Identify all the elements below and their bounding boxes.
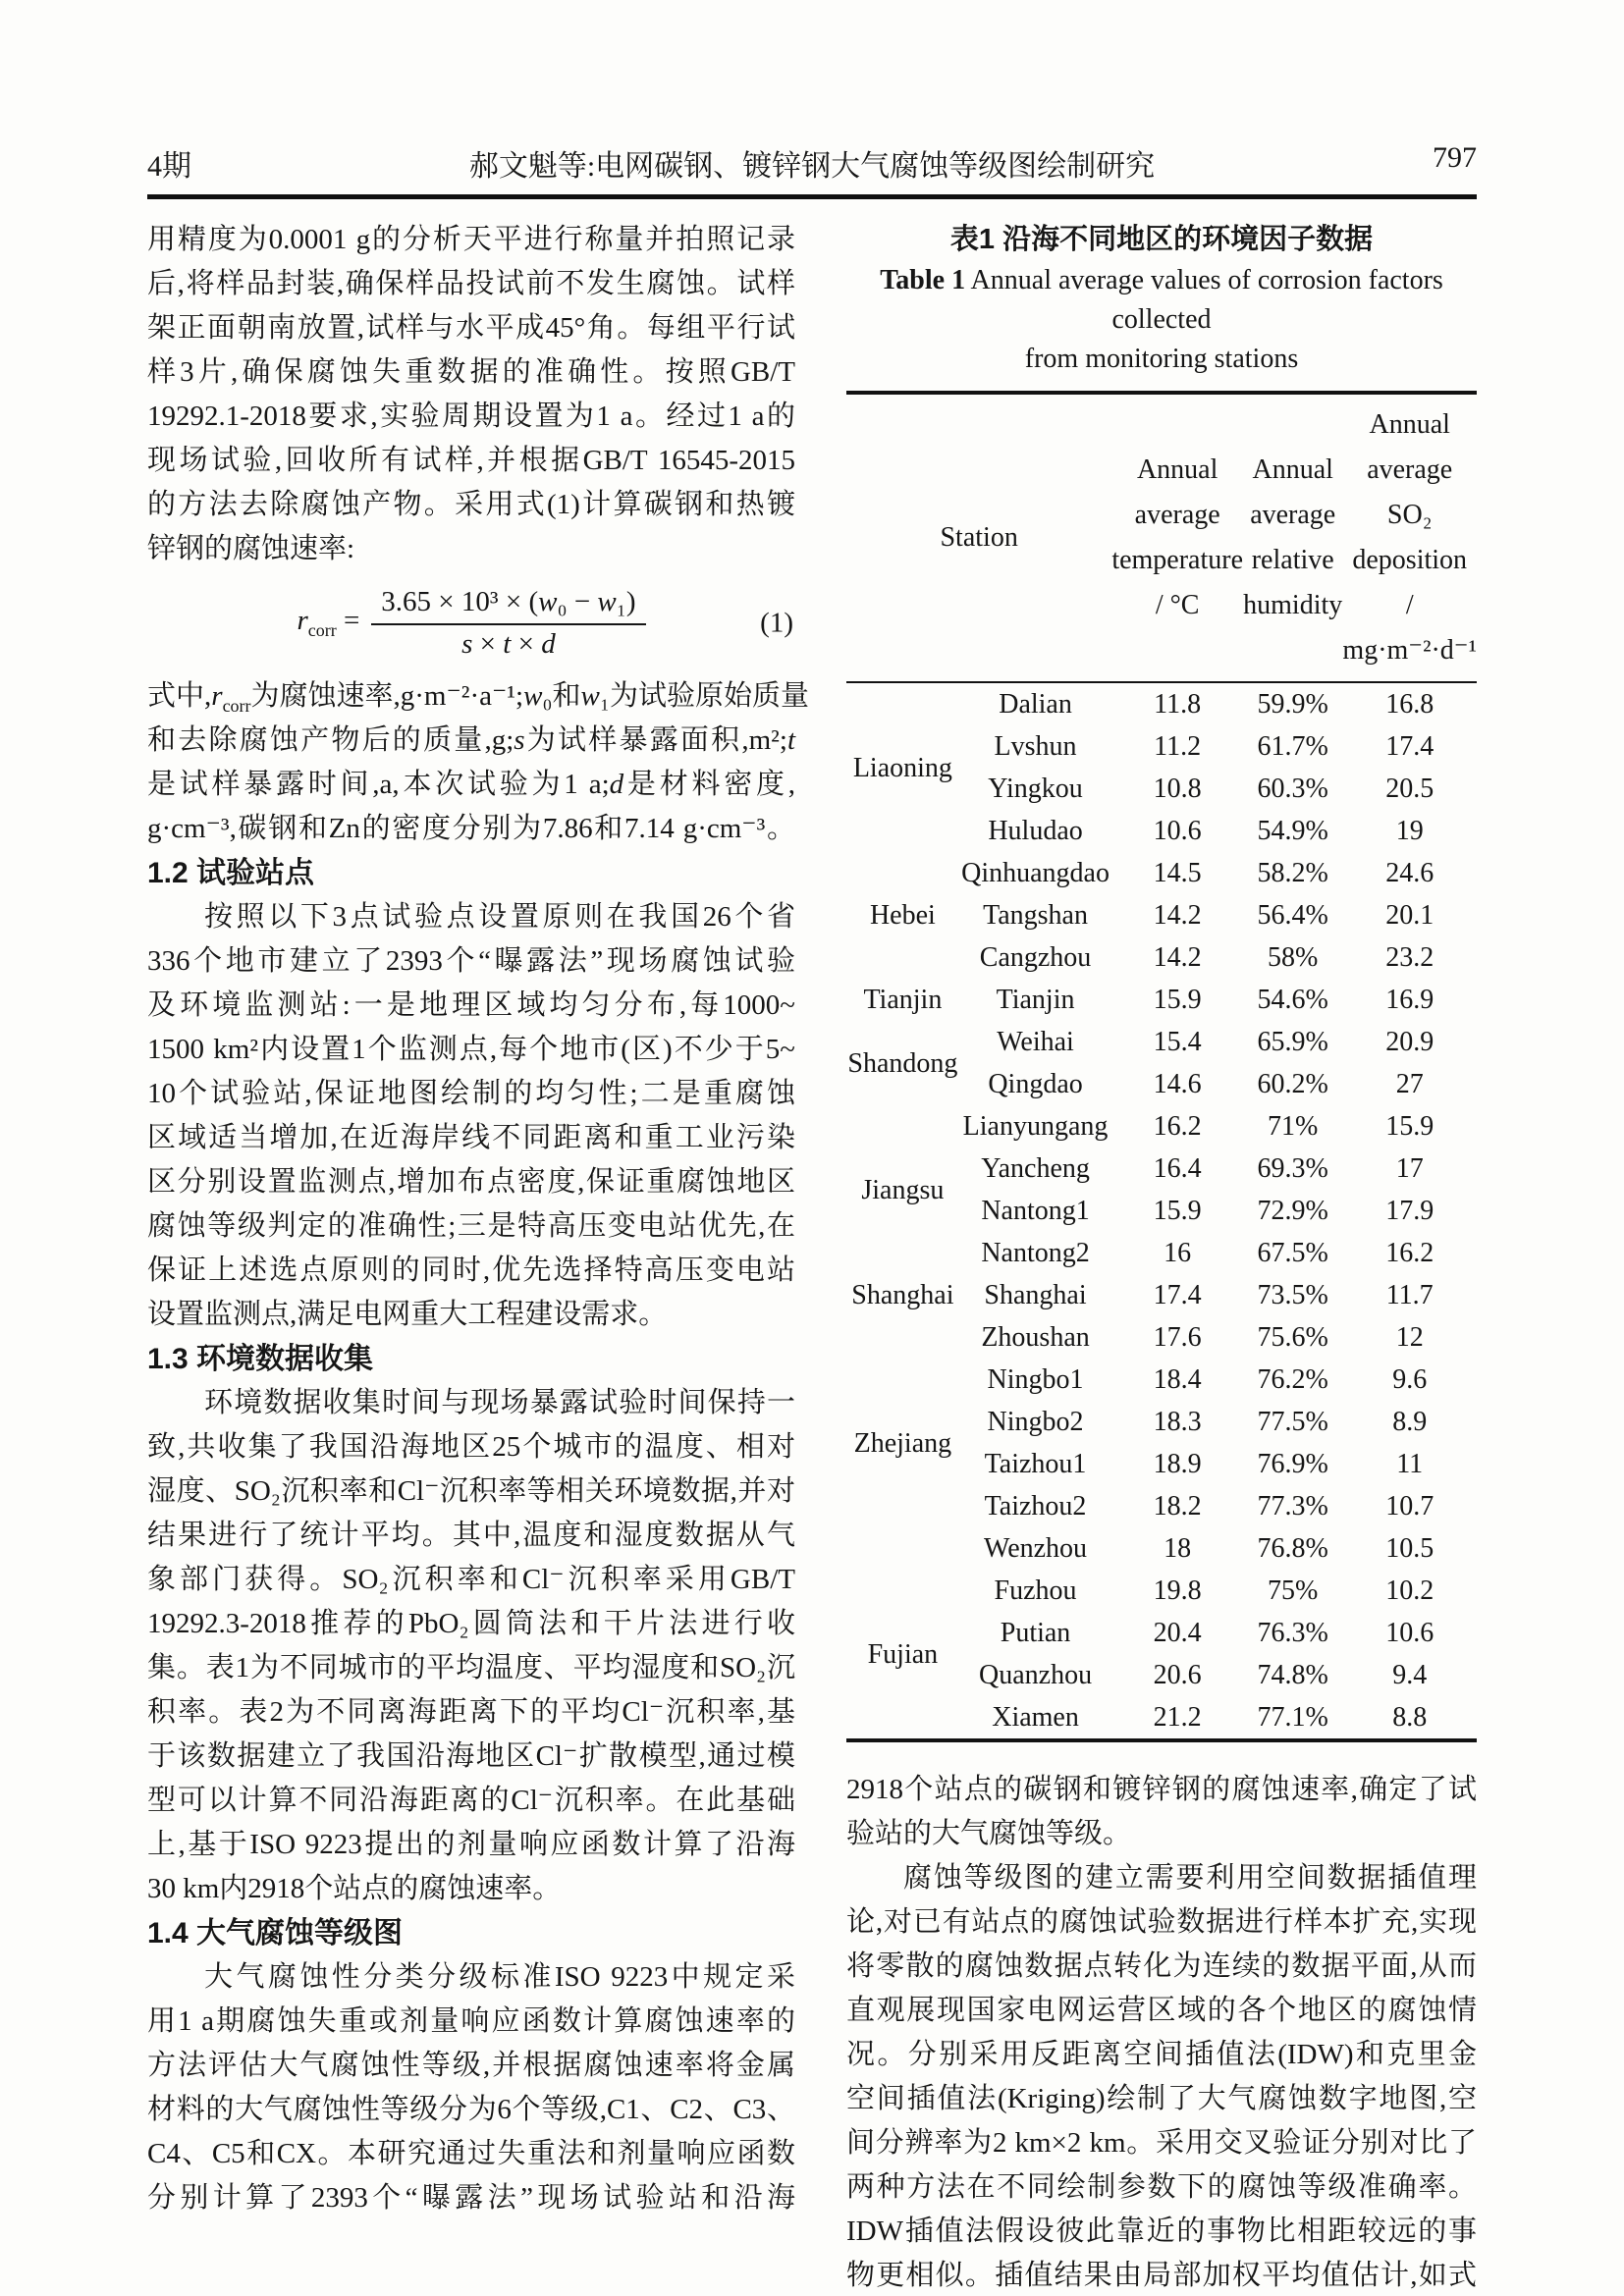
table-header-row [846,393,1477,682]
temperature-header: Annual average temperature / °C [1111,454,1244,620]
so2-cell: 16.9 [1385,985,1435,1015]
table-caption-en-label: Table 1 [880,265,966,295]
text-line: 分别计算了2393个“曝露法”现场试验站和沿海 [147,2182,795,2214]
paragraph [147,1955,795,2220]
text-line: 按照以下3点试验点设置原则在我国26个省 [204,901,795,933]
text-line: 大气腐蚀性分类分级标准ISO 9223中规定采 [204,1961,795,1993]
running-head [147,141,1477,185]
temperature-cell: 15.9 [1153,985,1202,1015]
temperature-cell: 10.8 [1153,774,1202,804]
temperature-cell: 11.2 [1154,731,1202,762]
station-cell: Tianjin [996,985,1075,1015]
text-line: 保证上述选点原则的同时,优先选择特高压变电站 [147,1255,795,1286]
table-caption-en-line2: from monitoring stations [1024,344,1299,374]
so2-cell: 9.6 [1392,1364,1428,1395]
humidity-cell: 76.2% [1257,1364,1328,1395]
issue-label: 4期 [147,150,191,183]
so2-cell: 8.9 [1392,1407,1428,1437]
table-row [846,852,1477,894]
temperature-cell: 20.4 [1153,1618,1202,1648]
temperature-cell: 17.4 [1153,1280,1202,1310]
temperature-cell: 18.4 [1153,1364,1202,1395]
temperature-cell: 14.2 [1153,900,1202,931]
station-cell: Yancheng [981,1153,1090,1184]
header-rule [147,194,1477,199]
text-line: 的方法去除腐蚀产物。采用式(1)计算碳钢和热镀 [147,489,795,520]
right-column [846,218,1477,2296]
temperature-cell: 15.4 [1153,1027,1202,1057]
table-row [846,979,1477,1021]
text-line: 1500 km²内设置1个监测点,每个地市(区)不少于5~ [147,1034,795,1065]
humidity-cell: 76.3% [1257,1618,1328,1648]
text-line: 两种方法在不同绘制参数下的腐蚀等级准确率。 [846,2171,1477,2203]
table-row [846,1316,1477,1359]
humidity-cell: 73.5% [1257,1280,1328,1310]
so2-cell: 17 [1395,1153,1424,1184]
text-line: 是试样暴露时间,a,本次试验为1 a;d是材料密度, [147,769,795,800]
station-cell: Lianyungang [962,1111,1109,1142]
province-cell: Liaoning [852,752,952,783]
province-cell: Fujian [867,1638,939,1670]
section-heading: 1.4 大气腐蚀等级图 [147,1917,404,1949]
station-cell: Fuzhou [994,1575,1077,1606]
humidity-cell: 76.8% [1257,1533,1328,1564]
humidity-cell: 77.3% [1257,1491,1328,1522]
text-line: 架正面朝南放置,试样与水平成45°角。每组平行试 [147,312,795,344]
text-line: 19292.1-2018要求,实验周期设置为1 a。经过1 a的 [147,400,795,432]
so2-cell: 23.2 [1385,942,1435,973]
text-line: 2918个站点的碳钢和镀锌钢的腐蚀速率,确定了试 [846,1774,1477,1805]
text-line: 区分别设置监测点,增加布点密度,保证重腐蚀地区 [147,1166,795,1198]
table-row [846,1021,1477,1063]
paragraph [846,1768,1477,1856]
text-line: 和去除腐蚀产物后的质量,g;s为试样暴露面积,m²;t [147,724,795,756]
province-cell: Tianjin [863,985,943,1015]
station-cell: Tangshan [983,900,1088,931]
so2-cell: 12 [1395,1322,1424,1353]
text-line: 于该数据建立了我国沿海地区Cl⁻扩散模型,通过模 [147,1740,795,1772]
humidity-cell: 75% [1268,1575,1319,1606]
text-line: 用1 a期腐蚀失重或剂量响应函数计算腐蚀速率的 [147,2005,795,2037]
so2-cell: 20.1 [1385,900,1435,931]
text-line: g·cm⁻³,碳钢和Zn的密度分别为7.86和7.14 g·cm⁻³。 [147,813,795,844]
text-line: 致,共收集了我国沿海地区25个城市的温度、相对 [147,1431,795,1463]
humidity-cell: 72.9% [1257,1196,1328,1226]
so2-cell: 20.9 [1385,1027,1435,1057]
humidity-header: Annual average relative humidity [1243,454,1343,620]
temperature-cell: 14.2 [1153,942,1202,973]
humidity-cell: 69.3% [1257,1153,1328,1184]
equation-number: (1) [760,607,793,638]
text-line: 型可以计算不同沿海距离的Cl⁻沉积率。在此基础 [147,1785,795,1816]
so2-cell: 27 [1395,1069,1424,1099]
so2-cell: 10.7 [1385,1491,1435,1522]
station-cell: Putian [1000,1618,1071,1648]
station-cell: Taizhou1 [984,1449,1087,1479]
text-line: 设置监测点,满足电网重大工程建设需求。 [147,1299,668,1330]
province-cell: Jiangsu [861,1174,945,1205]
text-line: 环境数据收集时间与现场暴露试验时间保持一 [204,1387,795,1418]
station-cell: Qingdao [988,1069,1083,1099]
station-cell: Huludao [988,816,1083,846]
humidity-cell: 65.9% [1257,1027,1328,1057]
so2-cell: 17.9 [1385,1196,1435,1226]
text-line: C4、C5和CX。本研究通过失重法和剂量响应函数 [147,2138,795,2169]
station-cell: Ningbo2 [987,1407,1084,1437]
so2-cell: 10.2 [1385,1575,1435,1606]
temperature-cell: 17.6 [1153,1322,1202,1353]
text-line: 将零散的腐蚀数据点转化为连续的数据平面,从而 [846,1950,1477,1982]
station-cell: Lvshun [994,731,1077,762]
text-line: 结果进行了统计平均。其中,温度和湿度数据从气 [147,1520,795,1551]
text-line: 样3片,确保腐蚀失重数据的准确性。按照GB/T [147,356,795,388]
so2-cell: 20.5 [1385,774,1435,804]
humidity-cell: 54.9% [1257,816,1328,846]
table-row [846,1105,1477,1148]
table-row [846,1274,1477,1316]
so2-cell: 11 [1396,1449,1424,1479]
humidity-cell: 58.2% [1257,858,1328,888]
so2-cell: 16.2 [1385,1238,1435,1268]
page-number: 797 [1433,141,1477,174]
station-cell: Ningbo1 [987,1364,1084,1395]
station-cell: Quanzhou [979,1660,1093,1690]
text-line: 19292.3-2018推荐的PbO₂圆筒法和干片法进行收 [147,1608,795,1639]
text-line: 直观展现国家电网运营区域的各个地区的腐蚀情 [846,1995,1477,2026]
so2-cell: 11.7 [1385,1280,1434,1310]
province-cell: Shanghai [851,1280,954,1310]
so2-cell: 19 [1395,816,1424,846]
section-heading: 1.3 环境数据收集 [147,1343,374,1375]
text-line: 物更相似。插值结果由局部加权平均值估计,如式 [846,2260,1477,2291]
text-line: 集。表1为不同城市的平均温度、平均湿度和SO₂沉 [147,1652,795,1683]
station-cell: Qinhuangdao [961,858,1110,888]
table-caption-en-text: Annual average values of corrosion factors collected [970,265,1443,335]
so2-cell: 15.9 [1385,1111,1435,1142]
equation-fraction [371,586,645,661]
station-cell: Weihai [997,1027,1074,1057]
text-line: 336个地市建立了2393个“曝露法”现场腐蚀试验 [147,945,795,977]
text-line: 区域适当增加,在近海岸线不同距离和重工业污染 [147,1122,795,1153]
text-line: 腐蚀等级判定的准确性;三是特高压变电站优先,在 [147,1210,795,1242]
text-line: 验站的大气腐蚀等级。 [846,1818,1132,1849]
text-line: 上,基于ISO 9223提出的剂量响应函数计算了沿海 [147,1829,795,1860]
so2-cell: 10.6 [1385,1618,1435,1648]
temperature-cell: 21.2 [1153,1702,1202,1733]
temperature-cell: 16.4 [1153,1153,1202,1184]
so2-cell: 24.6 [1385,858,1435,888]
section-heading: 1.2 试验站点 [147,857,315,889]
table-caption-zh: 表1 沿海不同地区的环境因子数据 [949,224,1374,255]
station-cell: Nantong2 [981,1238,1090,1268]
so2-cell: 9.4 [1392,1660,1428,1690]
text-line: 现场试验,回收所有试样,并根据GB/T 16545-2015 [147,445,795,476]
text-line: 30 km内2918个站点的腐蚀速率。 [147,1873,562,1904]
humidity-cell: 74.8% [1257,1660,1328,1690]
left-column [147,218,809,2220]
equation-lhs: $r_{corr}$ = [297,605,360,640]
text-line: 象部门获得。SO₂沉积率和Cl⁻沉积率采用GB/T [147,1564,795,1595]
so2-header: Annual average SO₂ deposition / mg·m⁻²·d⁻¹ [1342,409,1477,666]
table-caption-en [846,261,1477,340]
running-title: 郝文魁等:电网碳钢、镀锌钢大气腐蚀等级图绘制研究 [468,150,1156,183]
station-cell: Cangzhou [979,942,1092,973]
humidity-cell: 75.6% [1257,1322,1328,1353]
station-cell: Zhoushan [981,1322,1090,1353]
equation [147,571,795,674]
text-line: IDW插值法假设彼此靠近的事物比相距较远的事 [846,2216,1477,2247]
text-line: 空间插值法(Kriging)绘制了大气腐蚀数字地图,空 [846,2083,1477,2114]
temperature-cell: 15.9 [1153,1196,1202,1226]
station-cell: Dalian [999,689,1072,720]
province-cell: Hebei [869,900,936,931]
station-header: Station [940,522,1018,553]
temperature-cell: 18.2 [1153,1491,1202,1522]
humidity-cell: 77.1% [1257,1702,1328,1733]
humidity-cell: 58% [1268,942,1319,973]
station-cell: Nantong1 [981,1196,1090,1226]
humidity-cell: 56.4% [1257,900,1328,931]
station-cell: Wenzhou [984,1533,1088,1564]
text-line: 锌钢的腐蚀速率: [147,533,355,564]
text-line: 间分辨率为2 km×2 km。采用交叉验证分别对比了 [846,2127,1477,2159]
so2-cell: 17.4 [1385,731,1435,762]
temperature-cell: 19.8 [1153,1575,1202,1606]
humidity-cell: 60.3% [1257,774,1328,804]
province-cell: Shandong [847,1047,958,1079]
paragraph [147,895,795,1337]
humidity-cell: 76.9% [1257,1449,1328,1479]
text-line: 方法评估大气腐蚀性等级,并根据腐蚀速率将金属 [147,2050,795,2081]
temperature-cell: 14.5 [1153,858,1202,888]
humidity-cell: 77.5% [1257,1407,1328,1437]
paragraph [147,218,795,571]
corrosion-factors-table [846,391,1477,1742]
paragraph [846,1856,1477,2296]
text-line: 湿度、SO₂沉积率和Cl⁻沉积率等相关环境数据,并对 [147,1475,795,1507]
text-line: 材料的大气腐蚀性等级分为6个等级,C1、C2、C3、 [147,2094,795,2125]
humidity-cell: 59.9% [1257,689,1328,720]
text-line: 后,将样品封装,确保样品投试前不发生腐蚀。试样 [147,268,795,299]
temperature-cell: 16 [1164,1238,1192,1268]
so2-cell: 10.5 [1385,1533,1435,1564]
temperature-cell: 16.2 [1153,1111,1202,1142]
text-line: 况。分别采用反距离空间插值法(IDW)和克里金 [846,2039,1477,2070]
table-row [846,682,1477,725]
station-cell: Shanghai [984,1280,1087,1310]
temperature-cell: 14.6 [1153,1069,1202,1099]
humidity-cell: 54.6% [1257,985,1328,1015]
temperature-cell: 10.6 [1153,816,1202,846]
station-cell: Taizhou2 [984,1491,1087,1522]
equation-denominator: s × t × d [461,627,556,660]
humidity-cell: 71% [1268,1111,1319,1142]
right-column-text [846,1768,1477,2296]
temperature-cell: 11.8 [1154,689,1202,720]
paragraph [147,674,809,851]
humidity-cell: 67.5% [1257,1238,1328,1268]
text-line: 用精度为0.0001 g的分析天平进行称量并拍照记录 [147,224,795,255]
humidity-cell: 61.7% [1257,731,1328,762]
so2-cell: 8.8 [1392,1702,1428,1733]
province-cell: Zhejiang [853,1427,952,1459]
temperature-cell: 18 [1164,1533,1192,1564]
text-line: 论,对已有站点的腐蚀试验数据进行样本扩充,实现 [846,1906,1477,1938]
station-cell: Xiamen [992,1702,1079,1733]
text-line: 及环境监测站:一是地理区域均匀分布,每1000~ [147,989,795,1021]
paragraph [147,1381,795,1911]
table-row [846,1570,1477,1612]
temperature-cell: 20.6 [1153,1660,1202,1690]
equation-numerator: 3.65 × 10³ × (w₀ − w₁) [371,586,645,625]
temperature-cell: 18.9 [1153,1449,1202,1479]
temperature-cell: 18.3 [1153,1407,1202,1437]
text-line: 式中$,r_{corr}$为腐蚀速率,g·m⁻²·a⁻¹;w₀和w₁为试验原始质量 [147,680,809,716]
text-line: 腐蚀等级图的建立需要利用空间数据插值理 [903,1862,1477,1894]
so2-cell: 16.8 [1385,689,1435,720]
text-line: 10个试验站,保证地图绘制的均匀性;二是重腐蚀 [147,1078,795,1109]
text-line: 积率。表2为不同离海距离下的平均Cl⁻沉积率,基 [147,1696,795,1728]
station-cell: Yingkou [988,774,1083,804]
humidity-cell: 60.2% [1257,1069,1328,1099]
